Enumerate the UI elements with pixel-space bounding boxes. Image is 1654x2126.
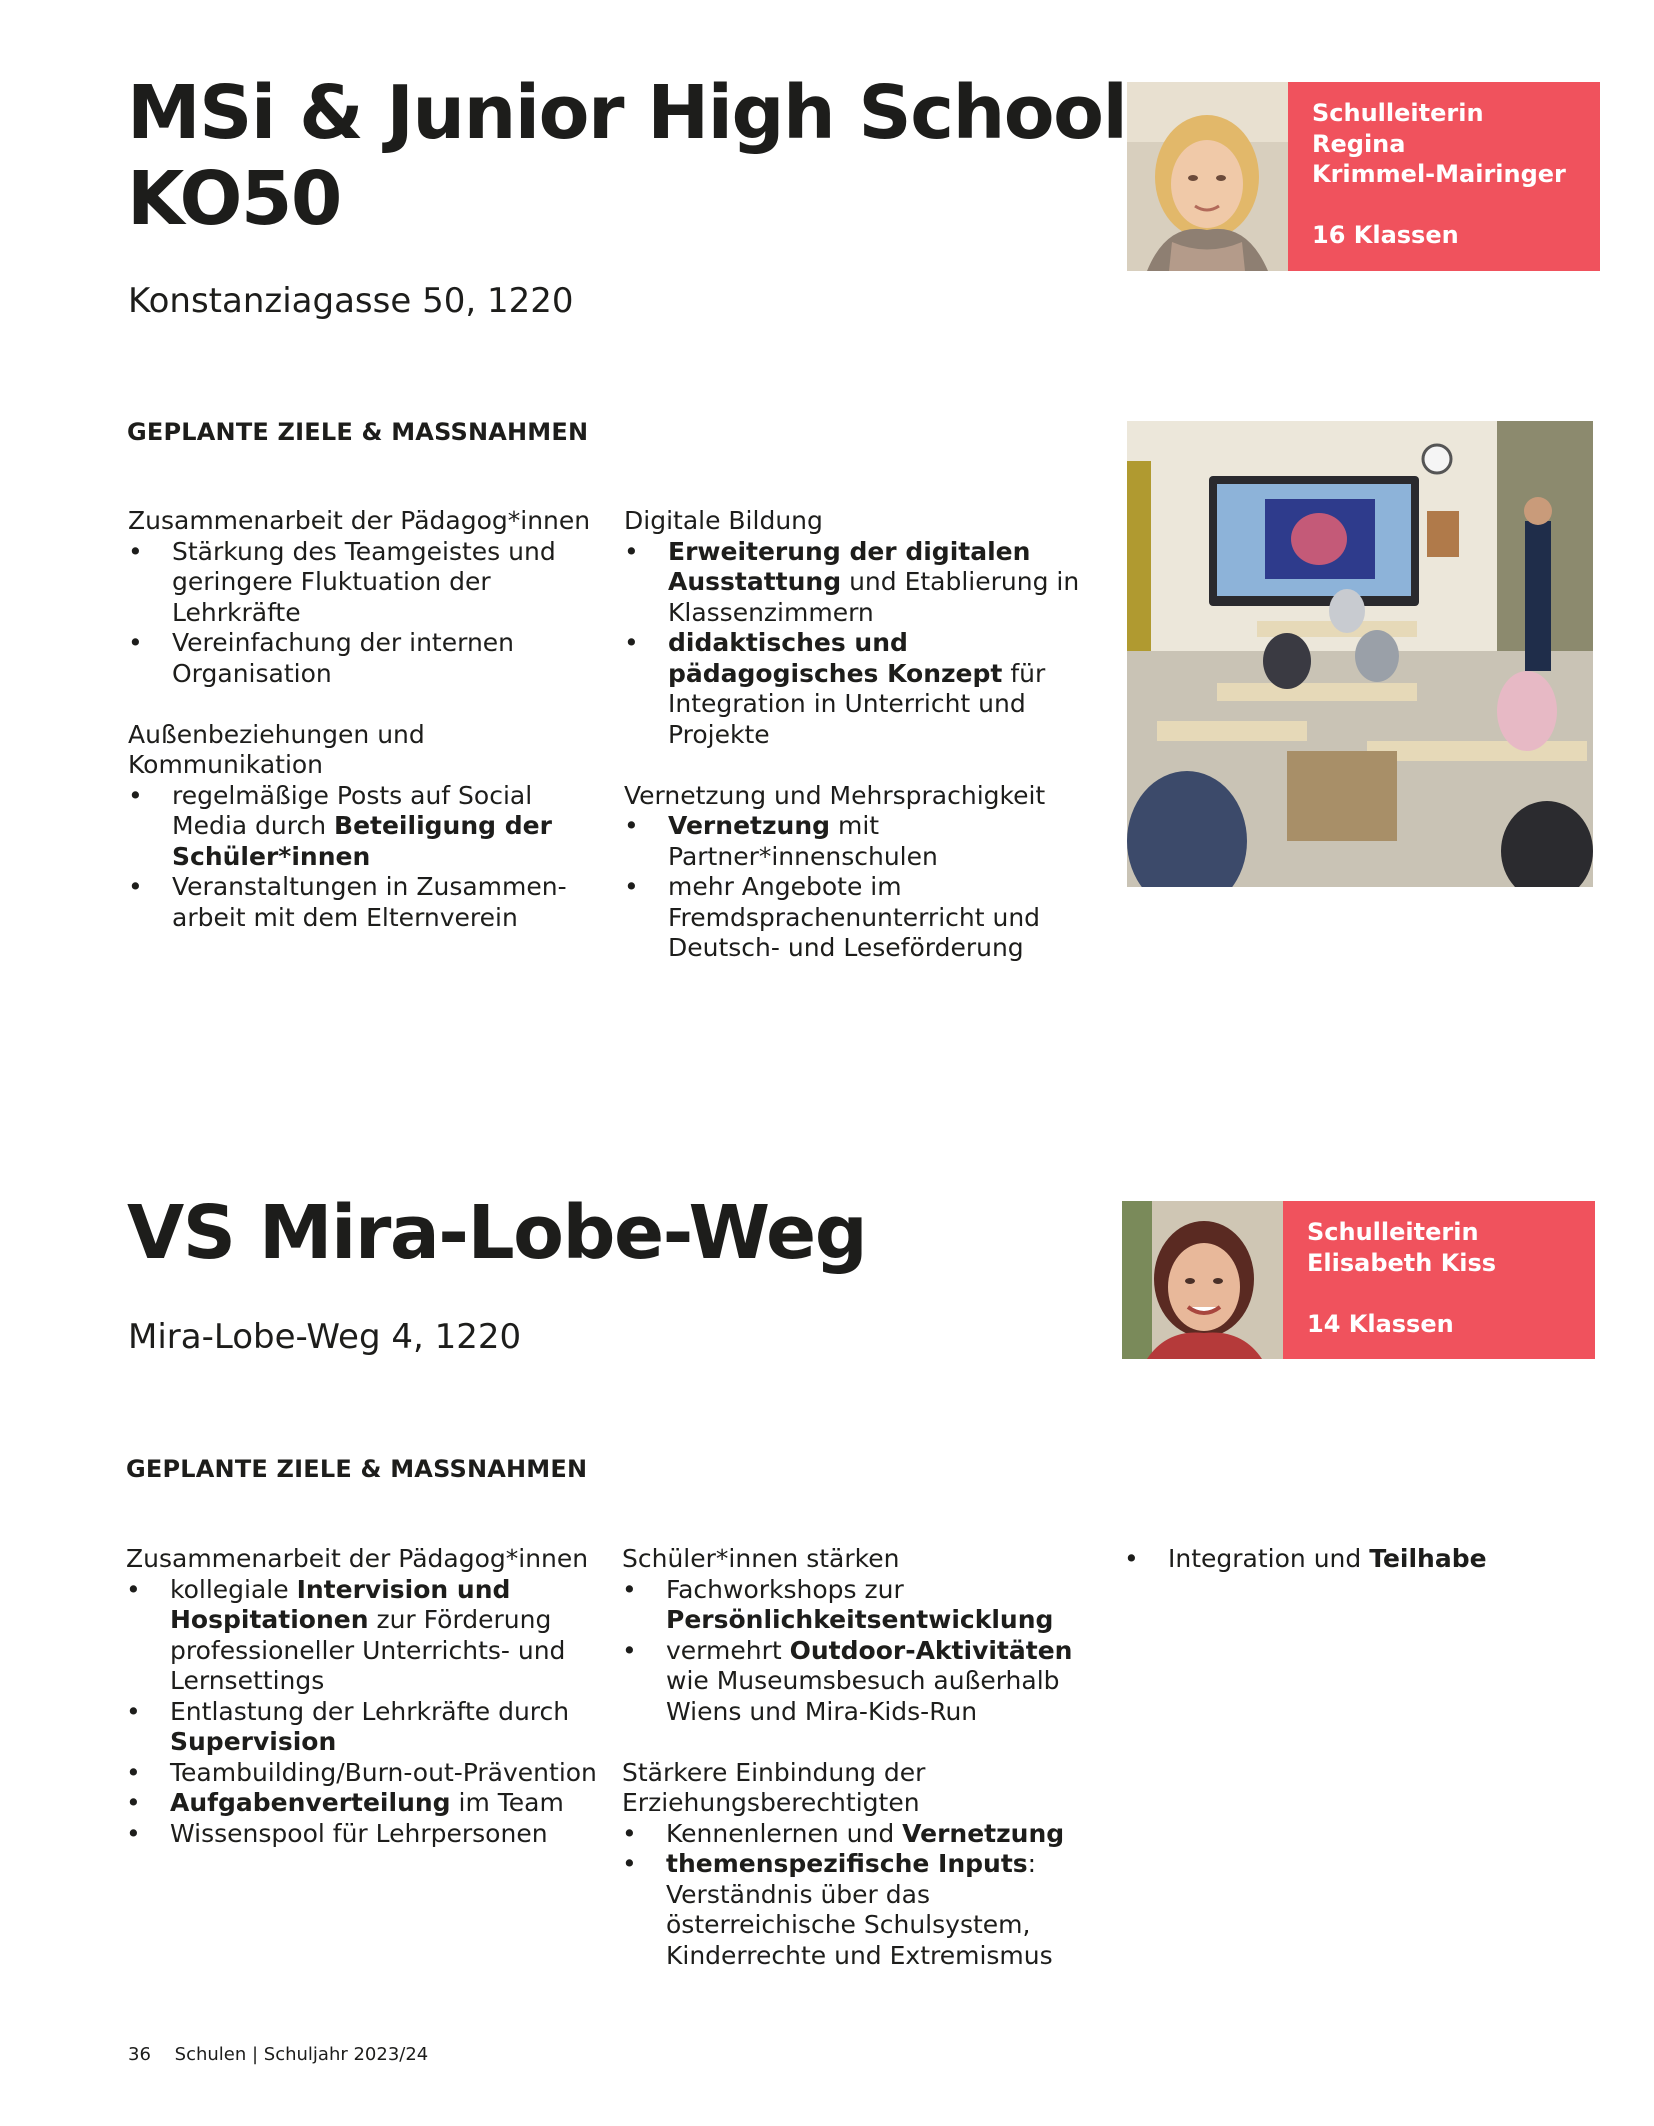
list-item (126, 1758, 606, 1789)
text: im Team (450, 1788, 564, 1817)
goal-group-title: Vernetzung und Mehrsprachigkeit (624, 780, 1046, 810)
goal-list (128, 537, 598, 690)
bold-text: themenspezifische Inputs (666, 1849, 1028, 1878)
school-title-line1: MSi & Junior High School (127, 70, 1127, 156)
goals-column-3 (1124, 1544, 1594, 1605)
text: vermehrt (666, 1635, 790, 1665)
page-footer (128, 2044, 428, 2065)
principal-photo (1127, 82, 1288, 271)
goal-list (622, 1819, 1092, 1972)
goal-group (128, 720, 598, 934)
school-address: Mira-Lobe-Weg 4, 1220 (128, 1317, 522, 1357)
school-title-line1: VS Mira-Lobe-Weg (127, 1190, 867, 1276)
text: wie Museumsbesuch außerhalb Wiens und Mira-Kids-Run (666, 1666, 1060, 1726)
principal-name-line2: Krimmel-Mairinger (1312, 160, 1566, 188)
list-item (624, 811, 1094, 872)
goal-list (622, 1575, 1092, 1728)
goal-list (624, 537, 1094, 751)
classroom-photo (1127, 421, 1593, 887)
school-title-line2: KO50 (127, 156, 341, 242)
goals-column-1 (126, 1544, 606, 1880)
bold-text: Vernetzung (902, 1818, 1065, 1848)
list-item (1124, 1544, 1594, 1575)
class-count: 16 Klassen (1312, 221, 1459, 249)
bold-text: Aufgabenverteilung (170, 1788, 451, 1817)
principal-role: Schulleiterin (1307, 1218, 1479, 1246)
principal-info-box (1288, 82, 1600, 271)
list-item (624, 872, 1094, 964)
text: mehr Angebote im Fremdsprachenunterricht und Deutsch- und Leseförderung (668, 872, 1041, 962)
school-title (127, 70, 1126, 242)
goal-list (128, 781, 598, 934)
list-item (128, 872, 598, 933)
goal-group (622, 1758, 1092, 1972)
bold-text: Vernetzung (668, 811, 831, 840)
goals-heading: GEPLANTE ZIELE & MASSNAHMEN (126, 1455, 588, 1483)
text: : Verständnis über das österreichische Schulsystem, Kinderrechte und Extremismus (666, 1849, 1053, 1970)
list-item (128, 537, 598, 629)
goal-group-title: Zusammenarbeit der Pädagog*innen (128, 506, 591, 535)
goals-column-1 (128, 506, 598, 964)
list-item (126, 1788, 606, 1819)
goal-group (624, 506, 1094, 750)
class-count: 14 Klassen (1307, 1309, 1454, 1338)
goal-group-title: Außenbeziehungen und Kommunikation (128, 719, 425, 779)
goal-list (1124, 1544, 1594, 1575)
goal-group-title: Schüler*innen stärken (622, 1544, 900, 1573)
portrait-woman-darkhair-icon (1122, 1201, 1283, 1359)
principal-name-line1: Regina (1312, 129, 1406, 158)
text: Teambuilding/Burn-out-Prävention (170, 1757, 597, 1787)
goal-group (1124, 1544, 1594, 1575)
goals-column-2 (622, 1544, 1092, 2002)
text: Veranstaltungen in Zusammen-arbeit mit dem Elternverein (172, 872, 567, 932)
footer-text: Schulen | Schuljahr 2023/24 (174, 2044, 429, 2065)
list-item (622, 1575, 1092, 1636)
principal-photo (1122, 1201, 1283, 1359)
goal-group-title: Zusammenarbeit der Pädagog*innen (126, 1544, 589, 1573)
list-item (624, 537, 1094, 629)
goal-group-title: Stärkere Einbindung der Erziehungsberechtigten (622, 1757, 926, 1817)
bold-text: Supervision (170, 1727, 337, 1756)
goal-list (126, 1575, 606, 1850)
list-item (624, 628, 1094, 750)
list-item (622, 1849, 1092, 1971)
school-title (127, 1190, 866, 1276)
bold-text: Outdoor-Aktivitäten (789, 1635, 1073, 1665)
text: Vereinfachung der internen Organisation (172, 628, 515, 688)
text: und Etablierung in Klassenzimmern (668, 567, 1080, 627)
portrait-woman-blonde-icon (1127, 82, 1288, 271)
list-item (622, 1819, 1092, 1850)
principal-info-box (1283, 1201, 1595, 1359)
bold-text: Beteiligung der Schüler*innen (172, 811, 552, 871)
list-item (126, 1697, 606, 1758)
list-item (126, 1819, 606, 1850)
page-number: 36 (128, 2044, 151, 2065)
text: zur Förderung professioneller Unterrichts- und Lernsettings (170, 1605, 566, 1695)
text: für Integration in Unterricht und Projekte (668, 658, 1046, 749)
list-item (128, 628, 598, 689)
text: Integration und (1168, 1544, 1370, 1573)
goal-group (126, 1544, 606, 1849)
goals-heading: GEPLANTE ZIELE & MASSNAHMEN (127, 418, 589, 446)
list-item (622, 1636, 1092, 1728)
bold-text: Intervision und Hospitationen (170, 1574, 511, 1634)
principal-name-line1: Elisabeth Kiss (1307, 1248, 1497, 1277)
text: Entlastung der Lehrkräfte durch (170, 1696, 570, 1726)
text: Kennenlernen und (666, 1818, 903, 1848)
classroom-image-icon (1127, 421, 1593, 887)
bold-text: Erweiterung der digitalen Ausstattung (668, 536, 1031, 596)
bold-text: Teilhabe (1369, 1544, 1487, 1573)
text: Fachworkshops zur (666, 1574, 904, 1604)
text: regelmäßige Posts auf Social Media durch (172, 780, 533, 840)
bold-text: didaktisches und pädagogisches Konzept (668, 628, 1003, 688)
text: Stärkung des Teamgeistes und geringere Fluktuation der Lehrkräfte (172, 536, 556, 627)
list-item (126, 1575, 606, 1697)
goal-list (624, 811, 1094, 964)
goal-group (622, 1544, 1092, 1727)
bold-text: Persönlichkeitsentwicklung (666, 1605, 1054, 1634)
text: mit Partner*innenschulen (668, 811, 938, 871)
text: Wissenspool für Lehrpersonen (170, 1818, 548, 1848)
goal-group (624, 781, 1094, 964)
principal-role: Schulleiterin (1312, 99, 1484, 127)
list-item (128, 781, 598, 873)
goal-group-title: Digitale Bildung (624, 506, 823, 535)
text: kollegiale (170, 1574, 297, 1604)
goals-column-2 (624, 506, 1094, 994)
goal-group (128, 506, 598, 689)
school-address: Konstanziagasse 50, 1220 (128, 281, 574, 321)
